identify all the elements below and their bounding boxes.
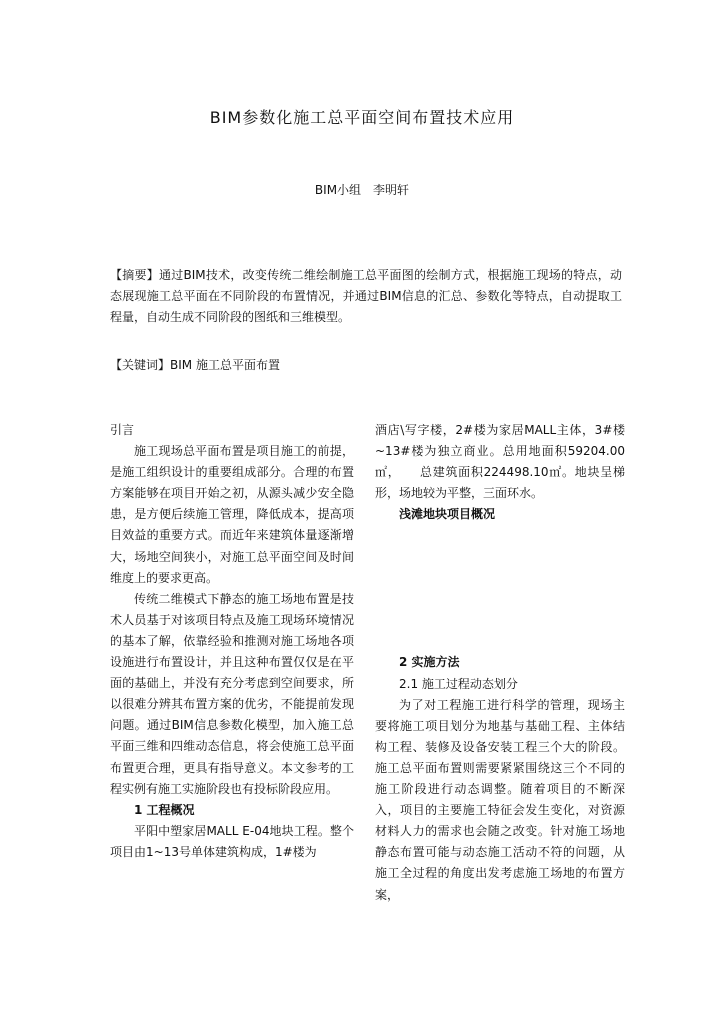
section-heading: 2 实施方法 [399, 655, 460, 670]
keywords: 【关键词】BIM 施工总平面布置 [110, 358, 280, 372]
body-paragraph: 平阳中塑家居MALL E-04地块工程。整个项目由1~13号单体建筑构成，1#楼为 [110, 823, 354, 859]
figure-caption: 浅滩地块项目概况 [399, 507, 496, 522]
figure-placeholder [375, 525, 625, 652]
author-line: BIM小组 李明轩 [314, 183, 410, 197]
paper-title: BIM参数化施工总平面空间布置技术应用 [209, 108, 515, 127]
abstract: 【摘要】通过BIM技术，改变传统二维绘制施工总平面图的绘制方式，根据施工现场的特点，动态展现施工总平面在不同阶段的布置情况，并通过BIM信息的汇总、参数化等特点，自动提取工程量，自动生成不同阶段的图纸和三维模型。 [110, 268, 622, 324]
body-paragraph: 施工现场总平面布置是项目施工的前提，是施工组织设计的重要组成部分。合理的布置方案能够在项目开始之初，从源头减少安全隐患，是方便后续施工管理，降低成本，提高项目效益的重要方式。而近年来建筑体量逐渐增大，场地空间狭小，对施工总平面空间及时间维度上的要求更高。 [110, 444, 354, 585]
body-paragraph: 为了对工程施工进行科学的管理，现场主要将施工项目划分为地基与基础工程、主体结构工程、装修及设备安装工程三个大的阶段。施工总平面布置则需要紧紧围绕这三个不同的施工阶段进行动态调整。随着项目的不断深入，项目的主要施工特征会发生变化，对资源材料人力的需求也会随之改变。针对施工场地静态布置可能与动态施工活动不符的问题，从施工全过程的角度出发考虑施工场地的布置方案， [375, 697, 625, 902]
left-column [110, 420, 354, 863]
intro-heading: 引言 [110, 423, 135, 437]
body-paragraph: 传统二维模式下静态的施工场地布置是技术人员基于对该项目特点及施工现场环境情况的基本了解，依靠经验和推测对施工场地各项设施进行布置设计，并且这种布置仅仅是在平面的基础上，并没有充分考虑到空间要求，所以很难分辨其布置方案的优劣，不能提前发现问题。通过BIM信息参数化模型，加入施工总平面三维和四维动态信息，将会使施工总平面布置更合理，更具有指导意义。本文参考的工程实例有施工实施阶段也有投标阶段应用。 [110, 591, 354, 796]
subsection-heading: 2.1 施工过程动态划分 [399, 676, 518, 691]
body-paragraph: 酒店\写字楼，2#楼为家居MALL主体，3#楼~13#楼为独立商业。总用地面积59204.00㎡， 总建筑面积224498.10㎡。地块呈梯形，场地较为平整，三面环水。 [375, 423, 625, 501]
right-column [375, 420, 625, 906]
section-heading: 1 工程概况 [134, 802, 195, 817]
